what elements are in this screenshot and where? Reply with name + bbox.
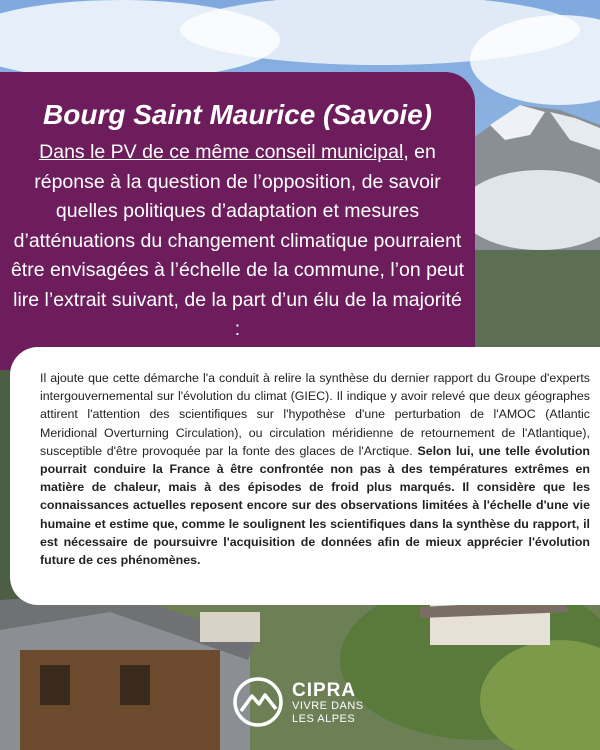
quote-text — [40, 369, 590, 569]
page-title: Bourg Saint Maurice (Savoie) — [43, 99, 432, 130]
intro-panel — [0, 72, 475, 370]
quote-panel — [10, 347, 600, 605]
quote-plain-text: Il ajoute que cette démarche l'a conduit à relire la synthèse du dernier rapport du Groupe d'experts intergouvernemental sur l'évolution du climat (GIEC). Il indique y avoir relevé que deux géographes attirent l'attention des scientifiques sur l'hypothèse d'une perturbation de l'AMOC (Atlantic Meridional Overturning Circulation), ou circulation méridienne de retournement de l'Atlantique), susceptible d'être provoquée par la fonte des glaces de l'Arctique. — [40, 371, 590, 458]
logo-tagline: VIVRE DANS LES ALPES — [292, 700, 364, 725]
intro-text — [10, 138, 465, 345]
mountain-logo-icon — [232, 676, 284, 728]
council-minutes-link[interactable]: Dans le PV de ce même conseil municipal — [39, 141, 404, 163]
cipra-logo — [232, 676, 392, 736]
quote-bold-text: Selon lui, une telle évolution pourrait conduire la France à être confrontée non pas à des températures extrêmes en matière de chaleur, mais à des épisodes de froid plus marqués. Il considère que les connaissances actuelles reposent encore sur des observations limitées à l'échelle d'une vie humaine et estime que, comme le soulignent les scientifiques dans la synthèse du rapport, il est nécessaire de poursuivre l'acquisition de données afin de mieux apprécier l'évolution future de ces phénomènes. — [40, 443, 591, 568]
logo-name: CIPRA — [292, 680, 357, 701]
intro-text-rest: , en réponse à la question de l’opposition, de savoir quelles politiques d’adaptation et mesures d’atténuations du changement climatique pourraient être envisagées à l’échelle de la commune, l’on peut lire l’extrait suivant, de la part d’un élu de la majorité : — [10, 141, 465, 340]
